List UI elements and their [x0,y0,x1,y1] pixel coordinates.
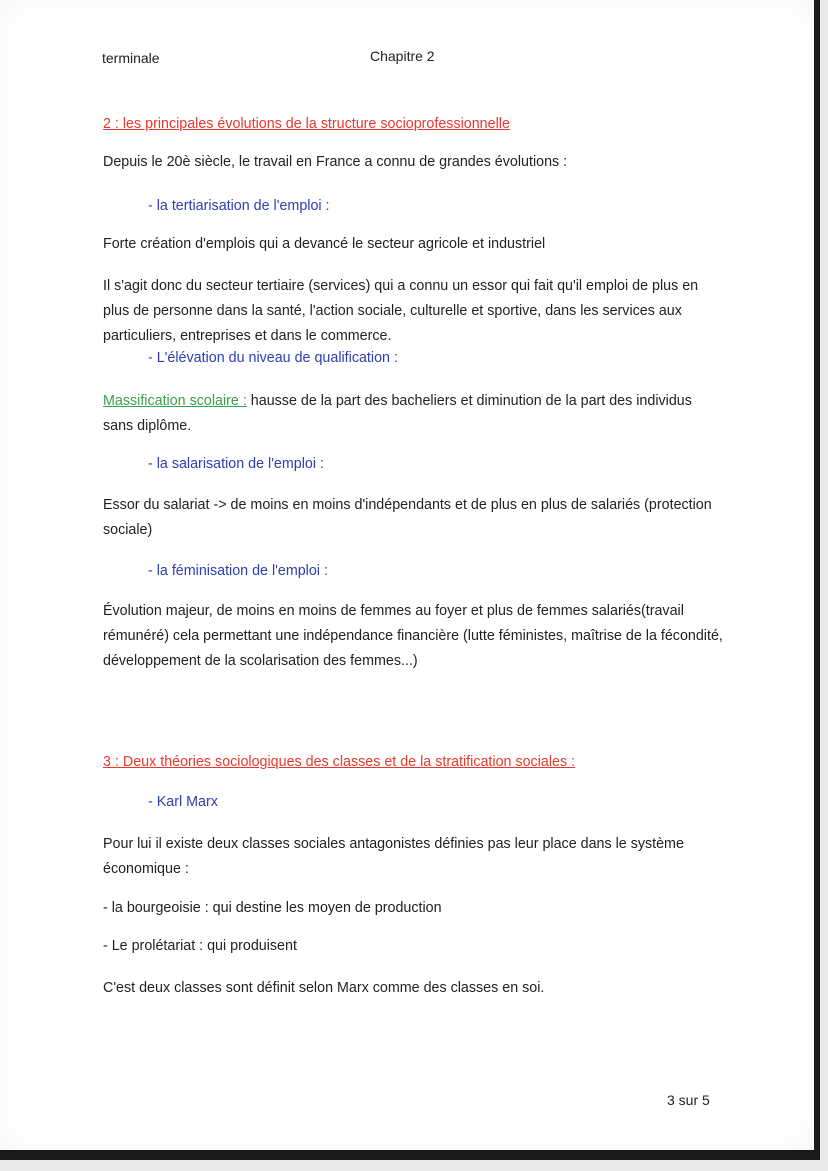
subheading-qualification: - L'élévation du niveau de qualification : [148,350,398,366]
paragraph-tertiarisation-1: Forte création d'emplois qui a devancé le secteur agricole et industriel [103,236,546,252]
paragraph-feminisation: Évolution majeur, de moins en moins de femmes au foyer et plus de femmes salariés(travail rémunéré) cela permettant une indépendance financière (lutte féministes, maîtrise de la fécondité, développement de la scolarisation des femmes...) [103,603,723,669]
paragraph-classes-en-soi: C'est deux classes sont définit selon Marx comme des classes en soi. [103,980,545,996]
subheading-salarisation: - la salarisation de l'emploi : [148,456,324,472]
subheading-tertiarisation: - la tertiarisation de l'emploi : [148,198,330,214]
header-level: terminale [102,50,160,66]
subheading-feminisation: - la féminisation de l'emploi : [148,563,328,579]
list-item-bourgeoisie: - la bourgeoisie : qui destine les moyen de production [103,900,442,916]
paragraph-marx: Pour lui il existe deux classes sociales antagonistes définies pas leur place dans le système économique : [103,836,684,877]
header-chapter: Chapitre 2 [370,48,435,64]
section-3-title: 3 : Deux théories sociologiques des classes et de la stratification sociales : [103,754,576,770]
paragraph-qualification [103,389,723,439]
subheading-karl-marx: - Karl Marx [148,794,218,810]
section-2-title: 2 : les principales évolutions de la structure socioprofessionnelle [103,116,510,132]
section-2-intro: Depuis le 20è siècle, le travail en France a connu de grandes évolutions : [103,154,568,170]
page-number: 3 sur 5 [667,1092,710,1108]
list-item-proletariat: - Le prolétariat : qui produisent [103,938,297,954]
paragraph-qualification-text: hausse de la part des bacheliers et diminution de la part des individus sans diplôme. [103,393,692,434]
paragraph-salarisation: Essor du salariat -> de moins en moins d'indépendants et de plus en plus de salariés (protection sociale) [103,497,712,538]
term-massification: Massification scolaire : [103,393,247,409]
paragraph-tertiarisation-2: Il s'agit donc du secteur tertiaire (services) qui a connu un essor qui fait qu'il emploi de plus en plus de personne dans la santé, l'action sociale, culturelle et sportive, dans les services aux particuliers, entreprises et dans le commerce. [103,278,699,344]
